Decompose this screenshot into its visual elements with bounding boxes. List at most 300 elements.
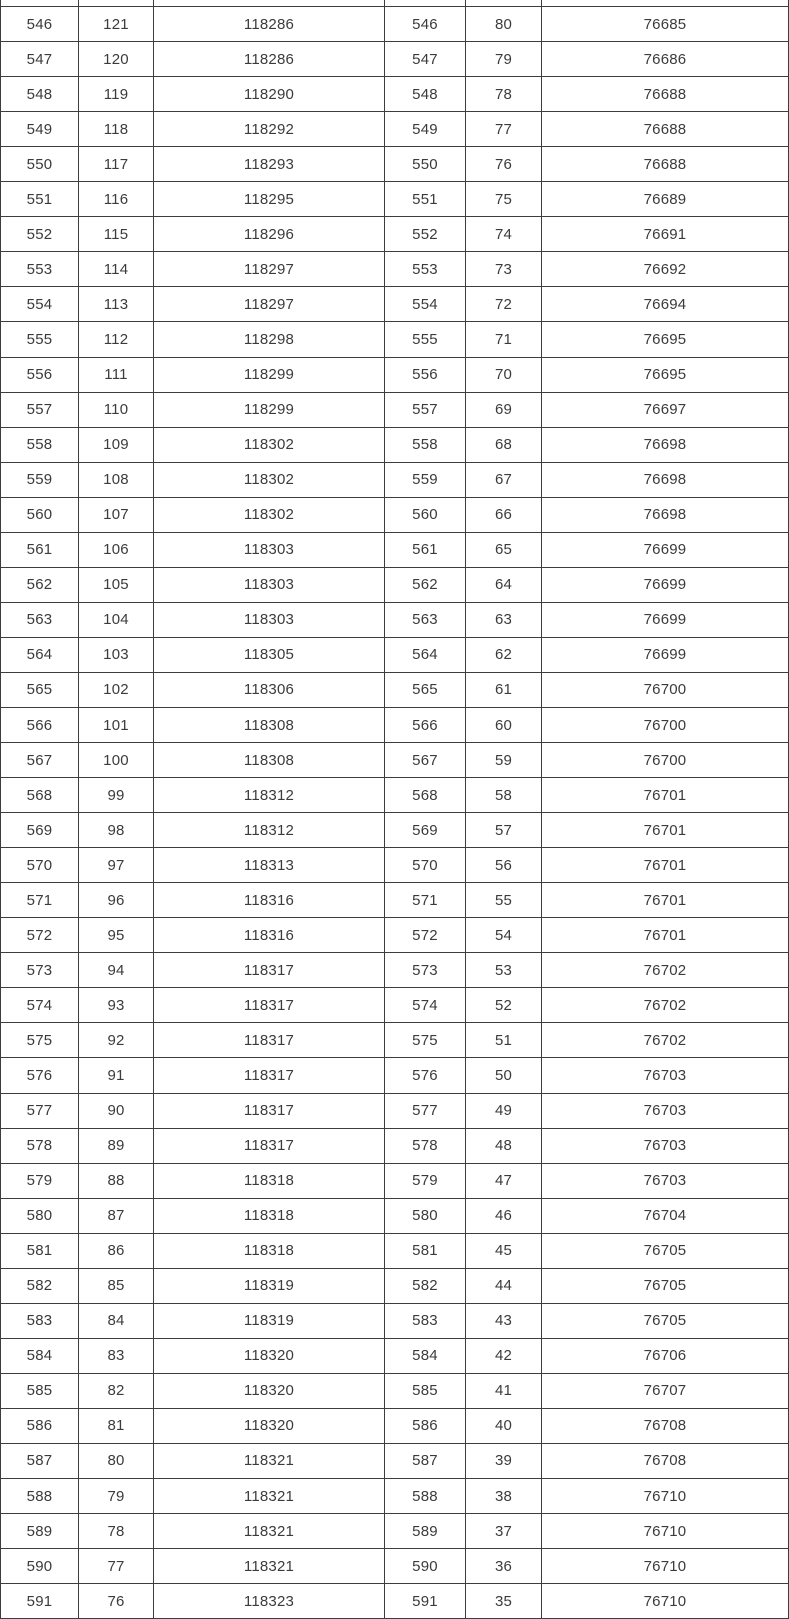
table-cell: 118321 — [154, 1549, 385, 1584]
table-cell: 118323 — [154, 1584, 385, 1619]
table-row — [1, 672, 789, 707]
table-cell: 548 — [1, 77, 79, 112]
table-cell: 564 — [1, 637, 79, 672]
table-cell: 569 — [385, 813, 466, 848]
table-cell: 552 — [1, 217, 79, 252]
table-cell: 118293 — [154, 147, 385, 182]
table-cell: 76688 — [542, 147, 789, 182]
table-cell: 76698 — [542, 462, 789, 497]
table-cell: 558 — [1, 427, 79, 462]
table-cell: 108 — [79, 462, 154, 497]
table-row — [1, 1268, 789, 1303]
table-cell: 549 — [385, 112, 466, 147]
table-cell: 100 — [79, 743, 154, 778]
table-cell: 76 — [79, 1584, 154, 1619]
table-cell: 118319 — [154, 1303, 385, 1338]
table-row — [1, 1479, 789, 1514]
table-cell: 68 — [466, 427, 542, 462]
table-cell: 586 — [1, 1408, 79, 1443]
table-cell: 561 — [385, 532, 466, 567]
table-cell: 54 — [466, 918, 542, 953]
table-cell: 118303 — [154, 567, 385, 602]
table-row — [1, 1233, 789, 1268]
table-cell: 76703 — [542, 1128, 789, 1163]
table-cell: 76710 — [542, 1514, 789, 1549]
table-cell: 554 — [385, 287, 466, 322]
table-cell: 49 — [466, 1093, 542, 1128]
table-cell: 546 — [1, 7, 79, 42]
table-cell: 118303 — [154, 532, 385, 567]
table-cell: 118321 — [154, 1479, 385, 1514]
table-cell: 120 — [79, 42, 154, 77]
table-cell: 588 — [385, 1479, 466, 1514]
table-cell: 76699 — [542, 602, 789, 637]
table-cell: 118317 — [154, 988, 385, 1023]
table-cell: 562 — [1, 567, 79, 602]
table-cell: 118318 — [154, 1198, 385, 1233]
table-row — [1, 743, 789, 778]
table-cell: 63 — [466, 602, 542, 637]
table-cell: 580 — [1, 1198, 79, 1233]
table-cell: 56 — [466, 848, 542, 883]
table-cell: 61 — [466, 672, 542, 707]
table-cell: 79 — [466, 42, 542, 77]
table-cell: 549 — [1, 112, 79, 147]
table-cell: 118318 — [154, 1233, 385, 1268]
table-row — [1, 1373, 789, 1408]
table-cell: 76710 — [542, 1584, 789, 1619]
table-cell: 76702 — [542, 988, 789, 1023]
table-cell: 118313 — [154, 848, 385, 883]
table-row — [1, 707, 789, 742]
table-cell: 576 — [1, 1058, 79, 1093]
table-cell: 76702 — [542, 953, 789, 988]
table-cell: 560 — [1, 497, 79, 532]
table-cell: 118305 — [154, 637, 385, 672]
table-cell: 47 — [466, 1163, 542, 1198]
table-row — [1, 1023, 789, 1058]
table-cell: 564 — [385, 637, 466, 672]
table-cell: 589 — [385, 1514, 466, 1549]
table-cell: 576 — [385, 1058, 466, 1093]
table-row — [1, 602, 789, 637]
table-cell: 76703 — [542, 1058, 789, 1093]
table-cell: 76701 — [542, 813, 789, 848]
table-cell: 566 — [1, 707, 79, 742]
table-cell: 578 — [385, 1128, 466, 1163]
table-cell: 118318 — [154, 1163, 385, 1198]
table-cell: 72 — [466, 287, 542, 322]
table-cell: 87 — [79, 1198, 154, 1233]
table-row — [1, 392, 789, 427]
table-cell: 62 — [466, 637, 542, 672]
table-row — [1, 462, 789, 497]
table-cell: 76698 — [542, 497, 789, 532]
table-row — [1, 1408, 789, 1443]
table-row — [1, 322, 789, 357]
table-cell: 107 — [79, 497, 154, 532]
table-cell: 42 — [466, 1338, 542, 1373]
table-row — [1, 1514, 789, 1549]
table-cell: 590 — [1, 1549, 79, 1584]
table-cell: 76699 — [542, 567, 789, 602]
table-cell: 78 — [79, 1514, 154, 1549]
table-cell: 118295 — [154, 182, 385, 217]
table-cell: 551 — [1, 182, 79, 217]
table-cell: 118321 — [154, 1514, 385, 1549]
table-cell: 118317 — [154, 1093, 385, 1128]
table-cell: 587 — [1, 1443, 79, 1478]
table-cell: 81 — [79, 1408, 154, 1443]
table-cell: 70 — [466, 357, 542, 392]
table-cell: 587 — [385, 1443, 466, 1478]
table-cell: 568 — [1, 778, 79, 813]
table-cell: 583 — [385, 1303, 466, 1338]
table-cell: 76710 — [542, 1479, 789, 1514]
table-cell: 76698 — [542, 427, 789, 462]
table-cell: 73 — [466, 252, 542, 287]
table-cell: 76701 — [542, 918, 789, 953]
table-cell: 77 — [466, 112, 542, 147]
table-cell: 93 — [79, 988, 154, 1023]
table-cell: 591 — [1, 1584, 79, 1619]
table-cell: 91 — [79, 1058, 154, 1093]
table-cell: 118317 — [154, 953, 385, 988]
table-cell: 554 — [1, 287, 79, 322]
table-cell: 121 — [79, 7, 154, 42]
table-cell: 76694 — [542, 287, 789, 322]
table-cell: 552 — [385, 217, 466, 252]
table-cell: 119 — [79, 77, 154, 112]
table-row — [1, 918, 789, 953]
table-cell: 584 — [385, 1338, 466, 1373]
table-cell: 118306 — [154, 672, 385, 707]
table-cell: 76700 — [542, 743, 789, 778]
table-cell: 570 — [385, 848, 466, 883]
table-row — [1, 427, 789, 462]
table-cell: 571 — [385, 883, 466, 918]
table-cell: 118286 — [154, 7, 385, 42]
table-cell: 110 — [79, 392, 154, 427]
table-cell: 41 — [466, 1373, 542, 1408]
table-cell: 115 — [79, 217, 154, 252]
table-row — [1, 1303, 789, 1338]
table-row — [1, 883, 789, 918]
table-cell: 76704 — [542, 1198, 789, 1233]
table-cell: 588 — [1, 1479, 79, 1514]
table-cell: 118298 — [154, 322, 385, 357]
table-cell: 76705 — [542, 1268, 789, 1303]
table-cell: 43 — [466, 1303, 542, 1338]
table-cell: 76686 — [542, 42, 789, 77]
table-cell: 76706 — [542, 1338, 789, 1373]
table-cell: 572 — [385, 918, 466, 953]
table-cell: 103 — [79, 637, 154, 672]
table-row — [1, 1443, 789, 1478]
table-cell: 85 — [79, 1268, 154, 1303]
table-cell: 76708 — [542, 1443, 789, 1478]
table-cell: 557 — [385, 392, 466, 427]
table-row — [1, 147, 789, 182]
table-cell: 585 — [1, 1373, 79, 1408]
table-row — [1, 567, 789, 602]
table-cell: 118292 — [154, 112, 385, 147]
table-cell: 547 — [385, 42, 466, 77]
table-cell: 585 — [385, 1373, 466, 1408]
table-cell: 567 — [1, 743, 79, 778]
table-cell: 118316 — [154, 883, 385, 918]
table-cell: 118296 — [154, 217, 385, 252]
table-row — [1, 1584, 789, 1619]
table-cell: 76710 — [542, 1549, 789, 1584]
table-cell: 574 — [385, 988, 466, 1023]
table-cell: 51 — [466, 1023, 542, 1058]
table-cell: 67 — [466, 462, 542, 497]
table-cell: 114 — [79, 252, 154, 287]
table-cell: 559 — [385, 462, 466, 497]
table-cell: 590 — [385, 1549, 466, 1584]
table-cell: 94 — [79, 953, 154, 988]
table-row — [1, 1163, 789, 1198]
table-cell: 76705 — [542, 1233, 789, 1268]
table-cell: 118286 — [154, 42, 385, 77]
table-cell: 577 — [1, 1093, 79, 1128]
table-cell: 546 — [385, 7, 466, 42]
table-cell: 582 — [385, 1268, 466, 1303]
table-cell: 572 — [1, 918, 79, 953]
table-cell: 118308 — [154, 743, 385, 778]
table-cell: 118290 — [154, 77, 385, 112]
table-cell: 71 — [466, 322, 542, 357]
table-cell: 45 — [466, 1233, 542, 1268]
table-cell: 95 — [79, 918, 154, 953]
table-cell: 80 — [79, 1443, 154, 1478]
table-cell: 65 — [466, 532, 542, 567]
table-row — [1, 778, 789, 813]
table-cell: 581 — [385, 1233, 466, 1268]
table-cell: 83 — [79, 1338, 154, 1373]
table-cell: 589 — [1, 1514, 79, 1549]
table-cell: 86 — [79, 1233, 154, 1268]
table-cell: 48 — [466, 1128, 542, 1163]
table-cell: 555 — [385, 322, 466, 357]
table-cell: 559 — [1, 462, 79, 497]
table-cell: 118312 — [154, 813, 385, 848]
table-row — [1, 953, 789, 988]
table-row — [1, 357, 789, 392]
table-cell: 36 — [466, 1549, 542, 1584]
table-cell: 35 — [466, 1584, 542, 1619]
table-cell: 60 — [466, 707, 542, 742]
table-row — [1, 182, 789, 217]
table-cell: 76701 — [542, 848, 789, 883]
table-cell: 567 — [385, 743, 466, 778]
table-row — [1, 1198, 789, 1233]
table-cell: 52 — [466, 988, 542, 1023]
table-cell: 118317 — [154, 1023, 385, 1058]
table-cell: 76688 — [542, 77, 789, 112]
table-cell: 69 — [466, 392, 542, 427]
table-cell: 79 — [79, 1479, 154, 1514]
table-cell: 118297 — [154, 287, 385, 322]
table-cell: 53 — [466, 953, 542, 988]
table-cell: 118299 — [154, 357, 385, 392]
table-cell: 76703 — [542, 1163, 789, 1198]
table-cell: 98 — [79, 813, 154, 848]
table-cell: 579 — [1, 1163, 79, 1198]
table-row — [1, 7, 789, 42]
table-cell: 118308 — [154, 707, 385, 742]
table-row — [1, 813, 789, 848]
table-cell: 89 — [79, 1128, 154, 1163]
table-cell: 97 — [79, 848, 154, 883]
table-row — [1, 1128, 789, 1163]
table-cell: 568 — [385, 778, 466, 813]
table-cell: 118303 — [154, 602, 385, 637]
table-cell: 90 — [79, 1093, 154, 1128]
table-cell: 76685 — [542, 7, 789, 42]
table-row — [1, 988, 789, 1023]
table-cell: 76701 — [542, 778, 789, 813]
table-cell: 40 — [466, 1408, 542, 1443]
table-cell: 579 — [385, 1163, 466, 1198]
table-cell: 556 — [1, 357, 79, 392]
table-cell: 76 — [466, 147, 542, 182]
table-cell: 57 — [466, 813, 542, 848]
table-cell: 76703 — [542, 1093, 789, 1128]
table-cell: 562 — [385, 567, 466, 602]
table-cell: 76700 — [542, 707, 789, 742]
table-row — [1, 1338, 789, 1373]
table-cell: 76691 — [542, 217, 789, 252]
table-cell: 74 — [466, 217, 542, 252]
table-cell: 76688 — [542, 112, 789, 147]
table-cell: 77 — [79, 1549, 154, 1584]
table-cell: 548 — [385, 77, 466, 112]
table-cell: 118320 — [154, 1338, 385, 1373]
table-cell: 82 — [79, 1373, 154, 1408]
table-cell: 76697 — [542, 392, 789, 427]
table-cell: 118 — [79, 112, 154, 147]
table-cell: 76699 — [542, 532, 789, 567]
table-cell: 118316 — [154, 918, 385, 953]
table-cell: 76708 — [542, 1408, 789, 1443]
table-cell: 570 — [1, 848, 79, 883]
table-cell: 55 — [466, 883, 542, 918]
table-cell: 116 — [79, 182, 154, 217]
table-cell: 76692 — [542, 252, 789, 287]
table-cell: 117 — [79, 147, 154, 182]
table-cell: 104 — [79, 602, 154, 637]
table-cell: 118317 — [154, 1058, 385, 1093]
table-cell: 80 — [466, 7, 542, 42]
table-cell: 118297 — [154, 252, 385, 287]
table-cell: 76689 — [542, 182, 789, 217]
table-cell: 553 — [1, 252, 79, 287]
table-cell: 551 — [385, 182, 466, 217]
table-cell: 118302 — [154, 462, 385, 497]
table-cell: 118319 — [154, 1268, 385, 1303]
table-cell: 553 — [385, 252, 466, 287]
table-cell: 76702 — [542, 1023, 789, 1058]
table-row — [1, 287, 789, 322]
table-cell: 555 — [1, 322, 79, 357]
table-cell: 46 — [466, 1198, 542, 1233]
table-cell: 556 — [385, 357, 466, 392]
table-cell: 566 — [385, 707, 466, 742]
table-cell: 561 — [1, 532, 79, 567]
table-cell: 84 — [79, 1303, 154, 1338]
table-row — [1, 848, 789, 883]
table-cell: 76699 — [542, 637, 789, 672]
table-cell: 565 — [1, 672, 79, 707]
table-cell: 113 — [79, 287, 154, 322]
table-cell: 105 — [79, 567, 154, 602]
table-cell: 76701 — [542, 883, 789, 918]
table-cell: 99 — [79, 778, 154, 813]
table-cell: 573 — [385, 953, 466, 988]
table-row — [1, 532, 789, 567]
table-cell: 558 — [385, 427, 466, 462]
table-cell: 586 — [385, 1408, 466, 1443]
table-cell: 118302 — [154, 497, 385, 532]
table-cell: 64 — [466, 567, 542, 602]
table-row — [1, 77, 789, 112]
table-cell: 575 — [1, 1023, 79, 1058]
table-row — [1, 217, 789, 252]
table-cell: 583 — [1, 1303, 79, 1338]
table-cell: 88 — [79, 1163, 154, 1198]
table-cell: 573 — [1, 953, 79, 988]
table-cell: 563 — [385, 602, 466, 637]
table-cell: 575 — [385, 1023, 466, 1058]
table-cell: 38 — [466, 1479, 542, 1514]
table-cell: 581 — [1, 1233, 79, 1268]
table-cell: 557 — [1, 392, 79, 427]
table-cell: 118312 — [154, 778, 385, 813]
table-cell: 578 — [1, 1128, 79, 1163]
table-cell: 76707 — [542, 1373, 789, 1408]
table-row — [1, 637, 789, 672]
table-cell: 577 — [385, 1093, 466, 1128]
table-cell: 76705 — [542, 1303, 789, 1338]
table-row — [1, 112, 789, 147]
table-cell: 75 — [466, 182, 542, 217]
table-cell: 78 — [466, 77, 542, 112]
table-cell: 109 — [79, 427, 154, 462]
table-cell: 569 — [1, 813, 79, 848]
table-cell: 582 — [1, 1268, 79, 1303]
table-cell: 118302 — [154, 427, 385, 462]
table-cell: 66 — [466, 497, 542, 532]
table-cell: 118320 — [154, 1373, 385, 1408]
table-cell: 111 — [79, 357, 154, 392]
table-cell: 118299 — [154, 392, 385, 427]
table-cell: 101 — [79, 707, 154, 742]
table-row — [1, 1549, 789, 1584]
table-cell: 574 — [1, 988, 79, 1023]
table-cell: 44 — [466, 1268, 542, 1303]
table-cell: 565 — [385, 672, 466, 707]
table-cell: 563 — [1, 602, 79, 637]
table-cell: 560 — [385, 497, 466, 532]
table-cell: 76695 — [542, 322, 789, 357]
table-cell: 58 — [466, 778, 542, 813]
table-cell: 547 — [1, 42, 79, 77]
table-cell: 118317 — [154, 1128, 385, 1163]
table-cell: 59 — [466, 743, 542, 778]
table-cell: 118320 — [154, 1408, 385, 1443]
